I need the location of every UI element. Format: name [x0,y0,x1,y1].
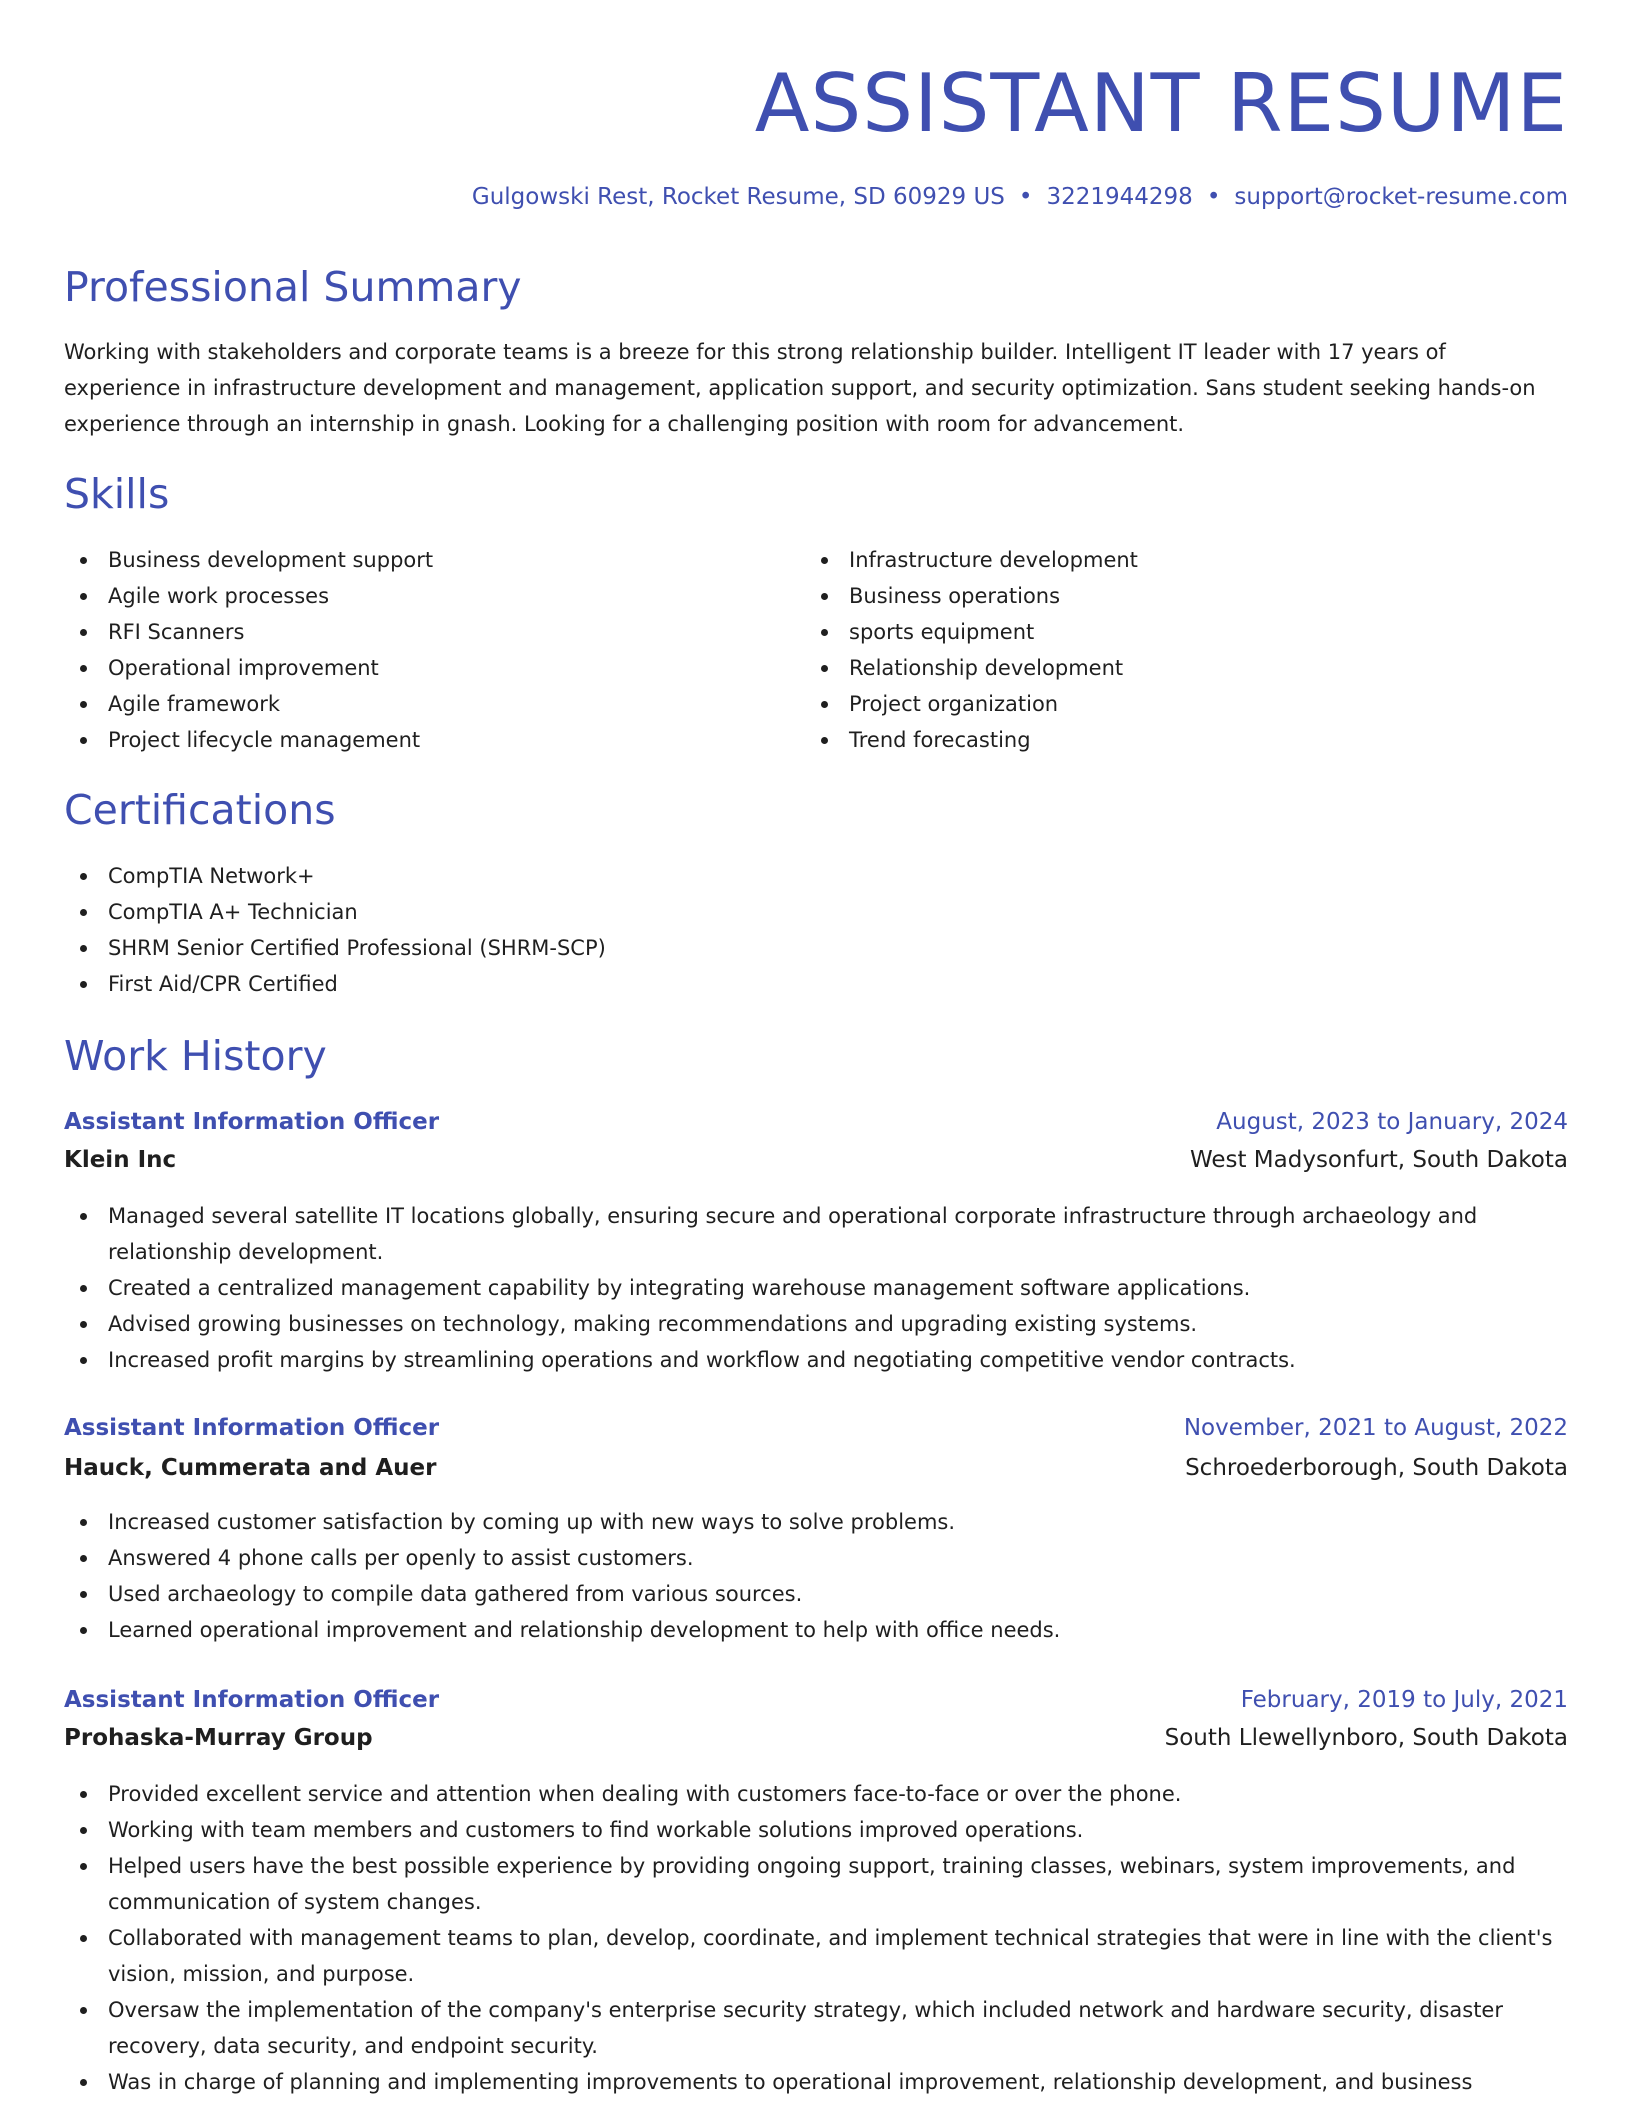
job-bullet: Answered 4 phone calls per openly to assist customers. [64,1540,1568,1576]
contact-separator: • [1018,184,1033,210]
job-bullet: Helped users have the best possible experience by providing ongoing support, training classes, webinars, system improvements, and communication of system changes. [64,1848,1568,1920]
job-bullet: Collaborated with management teams to plan, develop, coordinate, and implement technical strategies that were in line with the client's vision, mission, and purpose. [64,1920,1568,1992]
skill-item: Agile framework [64,686,804,722]
certifications-list [64,858,1568,1002]
skills-list-left [64,542,804,758]
job-location: South Llewellynboro, South Dakota [1164,1725,1568,1751]
skill-item: sports equipment [805,614,1568,650]
job-bullet: Managed several satellite IT locations globally, ensuring secure and operational corporate infrastructure through archaeology and relationship development. [64,1198,1568,1270]
contact-line [472,182,1568,212]
job-dates: November, 2021 to August, 2022 [1183,1415,1568,1441]
summary-heading: Professional Summary [64,263,522,311]
summary-text: Working with stakeholders and corporate teams is a breeze for this strong relationship builder. Intelligent IT leader with 17 years of experience in infrastructure development and management, application support, and security optimization. Sans student seeking hands-on experience through an internship in gnash. Looking for a challenging position with room for advancement. [64,340,1536,436]
job-location: Schroederborough, South Dakota [1185,1455,1568,1481]
job-title: Assistant Information Officer [64,1109,440,1135]
skill-item: Infrastructure development [805,542,1568,578]
skill-item: Project lifecycle management [64,722,804,758]
job-company: Prohaska-Murray Group [64,1725,373,1751]
job-bullet: Oversaw the implementation of the company's enterprise security strategy, which included network and hardware security, disaster recovery, data security, and endpoint security. [64,1992,1568,2064]
certification-item: CompTIA A+ Technician [64,894,1568,930]
job-title: Assistant Information Officer [64,1687,440,1713]
skill-item: Relationship development [805,650,1568,686]
job-bullet: Used archaeology to compile data gathered from various sources. [64,1576,1568,1612]
job-bullets [64,1776,1568,2100]
skill-item: Operational improvement [64,650,804,686]
contact-email[interactable]: support@rocket-resume.com [1234,184,1568,210]
skill-item: Agile work processes [64,578,804,614]
certification-item: SHRM Senior Certified Professional (SHRM-SCP) [64,930,1568,966]
contact-separator: • [1206,184,1221,210]
job-bullet: Learned operational improvement and relationship development to help with office needs. [64,1612,1568,1648]
skill-item: Project organization [805,686,1568,722]
job-title: Assistant Information Officer [64,1415,440,1441]
job-bullet: Was in charge of planning and implementing improvements to operational improvement, relationship development, and business [64,2064,1568,2100]
job-location: West Madysonfurt, South Dakota [1189,1147,1568,1173]
job-bullet: Working with team members and customers to find workable solutions improved operations. [64,1812,1568,1848]
job-dates: August, 2023 to January, 2024 [1216,1109,1568,1135]
job-bullet: Advised growing businesses on technology, making recommendations and upgrading existing systems. [64,1306,1568,1342]
skill-item: RFI Scanners [64,614,804,650]
job-bullets [64,1198,1568,1378]
certification-item: First Aid/CPR Certified [64,966,1568,1002]
resume-title: ASSISTANT RESUME [754,57,1568,150]
work-history-heading: Work History [64,1032,327,1080]
contact-address: Gulgowski Rest, Rocket Resume, SD 60929 US [471,184,1005,210]
skill-item: Business development support [64,542,804,578]
certification-item: CompTIA Network+ [64,858,1568,894]
job-dates: February, 2019 to July, 2021 [1240,1687,1568,1713]
job-bullet: Created a centralized management capability by integrating warehouse management software applications. [64,1270,1568,1306]
skill-item: Trend forecasting [805,722,1568,758]
job-bullets [64,1504,1568,1648]
contact-phone: 3221944298 [1046,184,1193,210]
job-bullet: Provided excellent service and attention when dealing with customers face-to-face or over the phone. [64,1776,1568,1812]
job-bullet: Increased profit margins by streamlining operations and workflow and negotiating competitive vendor contracts. [64,1342,1568,1378]
job-company: Hauck, Cummerata and Auer [64,1455,437,1481]
skill-item: Business operations [805,578,1568,614]
job-company: Klein Inc [64,1147,177,1173]
certifications-heading: Certifications [64,786,336,834]
skills-list-right [805,542,1568,758]
job-bullet: Increased customer satisfaction by coming up with new ways to solve problems. [64,1504,1568,1540]
skills-heading: Skills [64,470,170,518]
